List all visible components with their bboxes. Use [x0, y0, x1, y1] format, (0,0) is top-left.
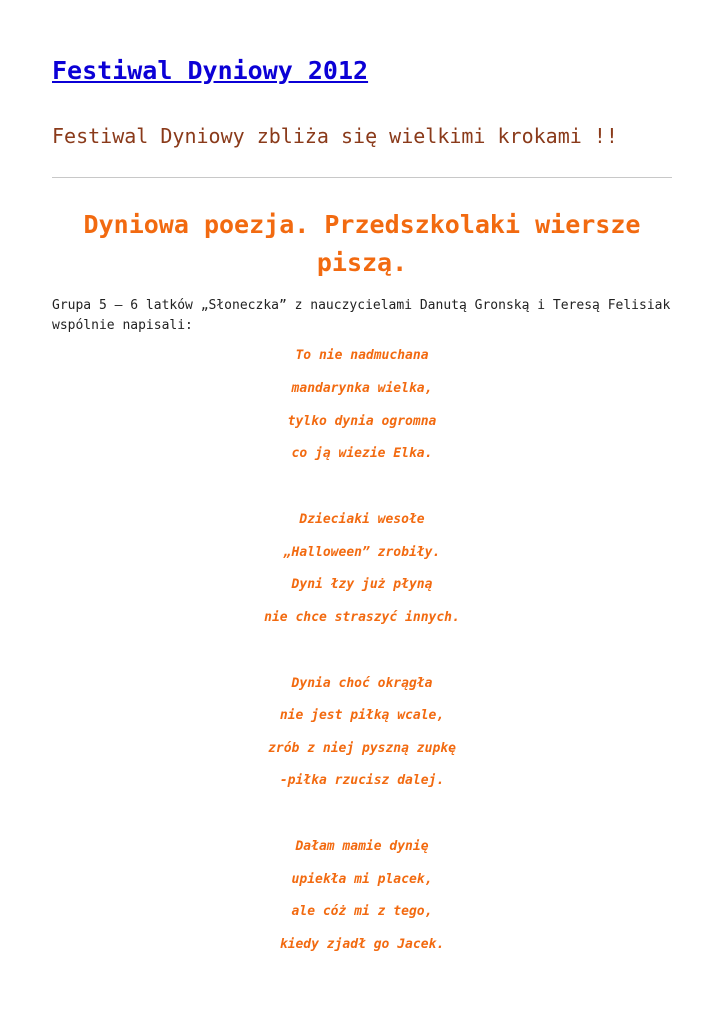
poem-line: -piłka rzucisz dalej. — [279, 773, 445, 788]
post-title: Dyniowa poezja. Przedszkolaki wiersze piszą. — [83, 210, 641, 277]
poem-line: co ją wiezie Elka. — [291, 446, 433, 461]
poem-line: tylko dynia ogromna — [287, 414, 437, 429]
poem-line: kiedy zjadł go Jacek. — [279, 937, 445, 952]
poem-line: Dałam mamie dynię — [295, 839, 429, 854]
poem-line: mandarynka wielka, — [291, 381, 433, 396]
site-title-link[interactable]: Festiwal Dyniowy 2012 — [52, 56, 369, 85]
post-intro: Grupa 5 – 6 latków „Słoneczka” z nauczycielami Danutą Gronską i Teresą Felisiak wspólnie napisali: — [52, 298, 671, 333]
poem-line: nie chce straszyć innych. — [264, 610, 460, 625]
poem-line: „Halloween” zrobiły. — [283, 545, 441, 560]
site-tagline: Festiwal Dyniowy zbliża się wielkimi krokami !! — [52, 124, 618, 148]
poem-line: nie jest piłką wcale, — [279, 708, 445, 723]
poem-line: Dyni łzy już płyną — [291, 577, 433, 592]
poem-line: ale cóż mi z tego, — [291, 904, 433, 919]
poem-line: Dynia choć okrągła — [291, 676, 433, 691]
poem-line: Dzieciaki wesołe — [299, 512, 425, 527]
poem-line: To nie nadmuchana — [295, 348, 429, 363]
poem-line: upiekła mi placek, — [291, 872, 433, 887]
header-divider — [52, 177, 672, 178]
poem-line: zrób z niej pyszną zupkę — [268, 741, 456, 756]
